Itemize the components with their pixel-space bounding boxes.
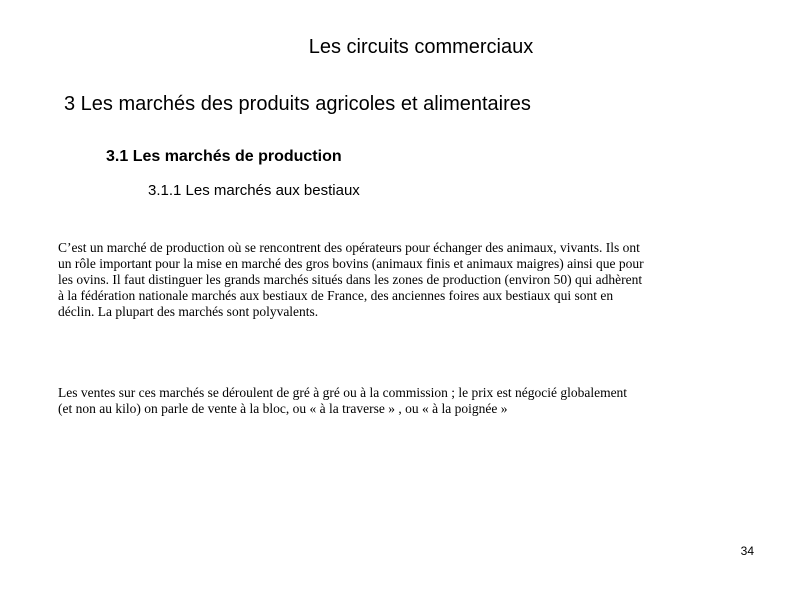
subsection-heading: 3.1 Les marchés de production [106, 148, 342, 165]
paragraph-line: à la fédération nationale marchés aux bestiaux de France, des anciennes foires aux bestiaux qui sont en [58, 288, 614, 303]
subsubsection-heading: 3.1.1 Les marchés aux bestiaux [148, 182, 360, 199]
paragraph-line: déclin. La plupart des marchés sont polyvalents. [58, 304, 319, 319]
section-heading: 3 Les marchés des produits agricoles et alimentaires [64, 93, 531, 115]
page-number: 34 [740, 544, 754, 558]
paragraph-line: (et non au kilo) on parle de vente à la bloc, ou « à la traverse » , ou « à la poignée » [58, 401, 508, 416]
paragraph-marches-production [58, 240, 794, 320]
paragraph-line: les ovins. Il faut distinguer les grands marchés situés dans les zones de production (environ 50) qui adhèrent [58, 272, 643, 287]
paragraph-line: C’est un marché de production où se rencontrent des opérateurs pour échanger des animaux, vivants. Ils ont [58, 240, 640, 255]
paragraph-line: un rôle important pour la mise en marché des gros bovins (animaux finis et animaux maigres) ainsi que pour [58, 256, 644, 271]
paragraph-line: Les ventes sur ces marchés se déroulent de gré à gré ou à la commission ; le prix est négocié globalement [58, 385, 628, 400]
paragraph-ventes [58, 385, 794, 417]
slide-title: Les circuits commerciaux [308, 36, 534, 58]
